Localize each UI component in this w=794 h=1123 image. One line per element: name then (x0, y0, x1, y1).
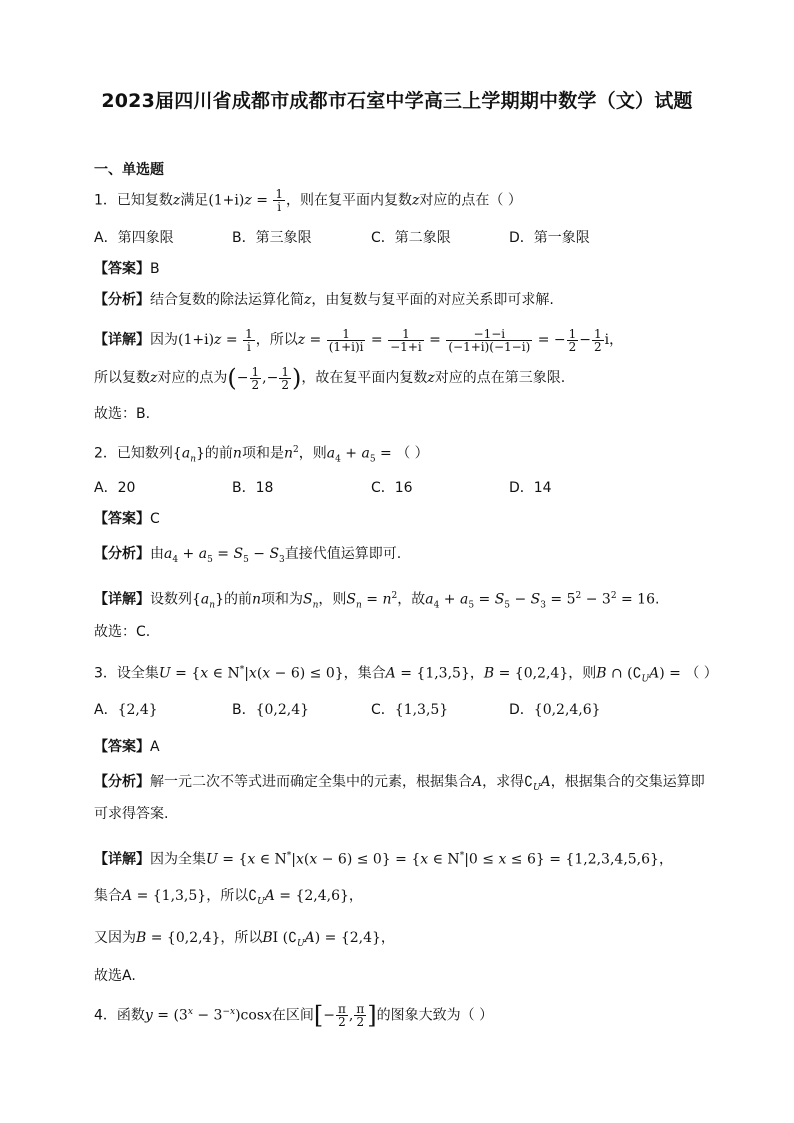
q4-stem: 4．函数$y = (3^x - 3^{-x})\cos x$在区间[− $\frac{\pi}{2}$ , $\frac{\pi}{2}$ ]的图象大致为（ ） (94, 1001, 494, 1030)
q2-answer: 【答案】C (94, 511, 160, 527)
q3-option-a: A．{2,4} (94, 702, 158, 718)
q1-answer: 【答案】B (94, 261, 160, 277)
q3-detail-cont1: 集合A = {1,3,5}，所以$∁_UA = \{2,4,6\}$， (94, 888, 363, 907)
section-heading: 一、单选题 (94, 162, 164, 178)
q1-option-c: C．第二象限 (371, 230, 451, 246)
q2-option-b: B．18 (232, 480, 274, 496)
q1-stem: 1．已知复数z满足(1+i)z = $\frac{1}{i}$ ，则在复平面内复数z对应的点在（ ） (94, 187, 522, 214)
q2-analysis: 【分析】由$a_4 + a_5 = S_5 - S_3$直接代值运算即可. (94, 546, 402, 565)
q3-choose: 故选A. (94, 968, 136, 984)
q3-detail-cont2: 又因为B = {0,2,4}，所以BI $(∁_UA) = \{2,4\}$， (94, 930, 395, 949)
page-title: 2023届四川省成都市成都市石室中学高三上学期期中数学（文）试题 (101, 90, 693, 112)
q2-detail: 【详解】设数列$\{a_n\}$的前n项和为$S_n$，则$S_n = n^2$，故$a_4 + a_5 = S_5 - S_3 = 5^2 - 3^2 = 16$. (94, 591, 660, 611)
q1-option-a: A．第四象限 (94, 230, 174, 246)
q2-option-c: C．16 (371, 480, 413, 496)
q2-option-d: D．14 (509, 480, 552, 496)
q3-detail: 【详解】因为全集U = {x ∈ N*|x(x − 6) ≤ 0} = {x ∈ N*|0 ≤ x ≤ 6} = {1,2,3,4,5,6}， (94, 851, 673, 868)
q2-choose: 故选：C. (94, 624, 151, 640)
q1-choose: 故选：B. (94, 406, 151, 422)
q1-analysis: 【分析】结合复数的除法运算化简z，由复数与复平面的对应关系即可求解. (94, 292, 554, 308)
q3-answer: 【答案】A (94, 739, 160, 755)
q3-option-b: B．{0,2,4} (232, 702, 310, 718)
q1-detail-cont: 所以复数z对应的点为(− $\frac{1}{2}$ ,− $\frac{1}{2}$ )，故在复平面内复数z对应的点在第三象限. (94, 364, 566, 392)
q3-option-d: D．{0,2,4,6} (509, 702, 601, 718)
q1-option-d: D．第一象限 (509, 230, 590, 246)
q2-stem: 2．已知数列$\{a_n\}$的前n项和是$n^2$，则$a_4 + a_5$ = （ ） (94, 445, 429, 465)
q3-stem: 3．设全集U = {x ∈ N*|x(x − 6) ≤ 0}，集合A = {1,3,5}，B = {0,2,4}，则B ∩ $(∁_UA)$ = （ ） (94, 665, 718, 685)
q1-option-b: B．第三象限 (232, 230, 312, 246)
q3-option-c: C．{1,3,5} (371, 702, 449, 718)
q3-analysis-cont: 可求得答案. (94, 806, 169, 822)
q1-detail: 【详解】因为(1+i)z = $\frac{1}{i}$ ，所以z = $\frac{1}{(1+i)i}$ = $\frac{1}{-1+i}$ = $\frac{-1-i}{(-1+i)(-1-i)}$ = − $\frac{1}{2}$ − $\frac{1}{2}$ i， (94, 326, 624, 354)
q3-analysis: 【分析】解一元二次不等式进而确定全集中的元素，根据集合A，求得$∁_UA$，根据集合的交集运算即 (94, 774, 705, 793)
q2-option-a: A．20 (94, 480, 136, 496)
